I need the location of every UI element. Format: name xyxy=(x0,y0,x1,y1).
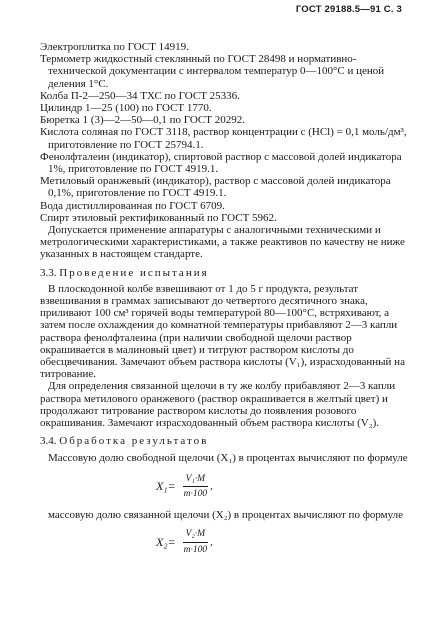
calculation-paragraph: массовую долю связанной щелочи (X₂) в процентах вычисляют по формуле xyxy=(48,509,404,522)
section-number: 3.4. xyxy=(40,435,57,448)
section-number: 3.3. xyxy=(40,266,57,279)
equipment-item: Кислота соляная по ГОСТ 3118, раствор концентрации с (HCl) = 0,1 моль/дм³, приготовление по ГОСТ 25794.1. xyxy=(40,126,407,151)
formula-fraction xyxy=(181,528,211,555)
formula-denominator: m·100 xyxy=(183,488,208,499)
formula-numerator: V₂·M xyxy=(183,528,208,542)
section-heading xyxy=(40,435,408,447)
note-paragraph: Допускается применение аппаратуры с аналогичными техническими и метрологическими характеристиками, а также реактивов по качеству не ниже указанных в настоящем стандарте. xyxy=(40,224,405,261)
document-body xyxy=(40,41,408,556)
section-title: Проведение испытания xyxy=(59,266,209,279)
equipment-item: Бюретка 1 (3)—2—50—0,1 по ГОСТ 20292. xyxy=(40,114,245,127)
equipment-item: Цилиндр 1—25 (100) по ГОСТ 1770. xyxy=(40,102,212,115)
formula-lhs: X₁= xyxy=(156,479,176,494)
procedure-paragraph: В плоскодонной колбе взвешивают от 1 до 5 г продукта, результат взвешивания в граммах записывают до четвертого десятичного знака, приливают 100 см³ горячей воды температурой 80—100°С, встряхивают, а затем после охлаждения до комнатной температуры прибавляют 2—3 капли раствора фенолфталеина (при наличии свободной щелочи раствор окрашивается в малиновый цвет) и титруют раствором кислоты до обесцвечивания. Замечают объем раствора кислоты (V₁), израсходованный на титрование. xyxy=(40,282,405,381)
formula-x1 xyxy=(156,473,408,500)
equipment-item: Термометр жидкостный стеклянный по ГОСТ 28498 и нормативно-технической документации с интервалом температур 0—100°С и ценой деления 1°С. xyxy=(40,53,385,90)
section-heading xyxy=(40,267,408,279)
formula-denominator: m·100 xyxy=(183,544,208,555)
formula-lhs: X₂= xyxy=(156,534,176,549)
equipment-item: Фенолфталеин (индикатор), спиртовой раствор с массовой долей индикатора 1%, приготовление по ГОСТ 4919.1. xyxy=(40,150,402,176)
section-title: Обработка результатов xyxy=(59,435,209,448)
equipment-item: Электроплитка по ГОСТ 14919. xyxy=(40,41,189,53)
equipment-item: Колба П-2—250—34 ТХС по ГОСТ 25336. xyxy=(40,89,240,102)
formula-numerator: V₁·M xyxy=(183,473,208,487)
formula-tail: , xyxy=(210,535,213,548)
procedure-paragraph: Для определения связанной щелочи в ту же колбу прибавляют 2—3 капли раствора метилового оранжевого (раствор окрашивается в желтый цвет) и продолжают титрование раствором кислоты до появления розового окрашивания. Замечают израсходованный объем раствора кислоты (V₂). xyxy=(40,380,396,430)
formula-tail: , xyxy=(210,480,213,493)
equipment-item: Спирт этиловый ректификованный по ГОСТ 5962. xyxy=(40,211,277,224)
formula-fraction xyxy=(181,473,211,500)
equipment-item: Вода дистиллированная по ГОСТ 6709. xyxy=(40,199,225,212)
formula-x2 xyxy=(156,528,408,555)
equipment-item: Метиловый оранжевый (индикатор), раствор с массовой долей индикатора 0,1%, приготовление по ГОСТ 4919.1. xyxy=(40,175,391,200)
page-header: ГОСТ 29188.5—91 С. 3 xyxy=(295,4,402,15)
calculation-paragraph: Массовую долю свободной щелочи (X₁) в процентах вычисляют по формуле xyxy=(48,451,408,464)
